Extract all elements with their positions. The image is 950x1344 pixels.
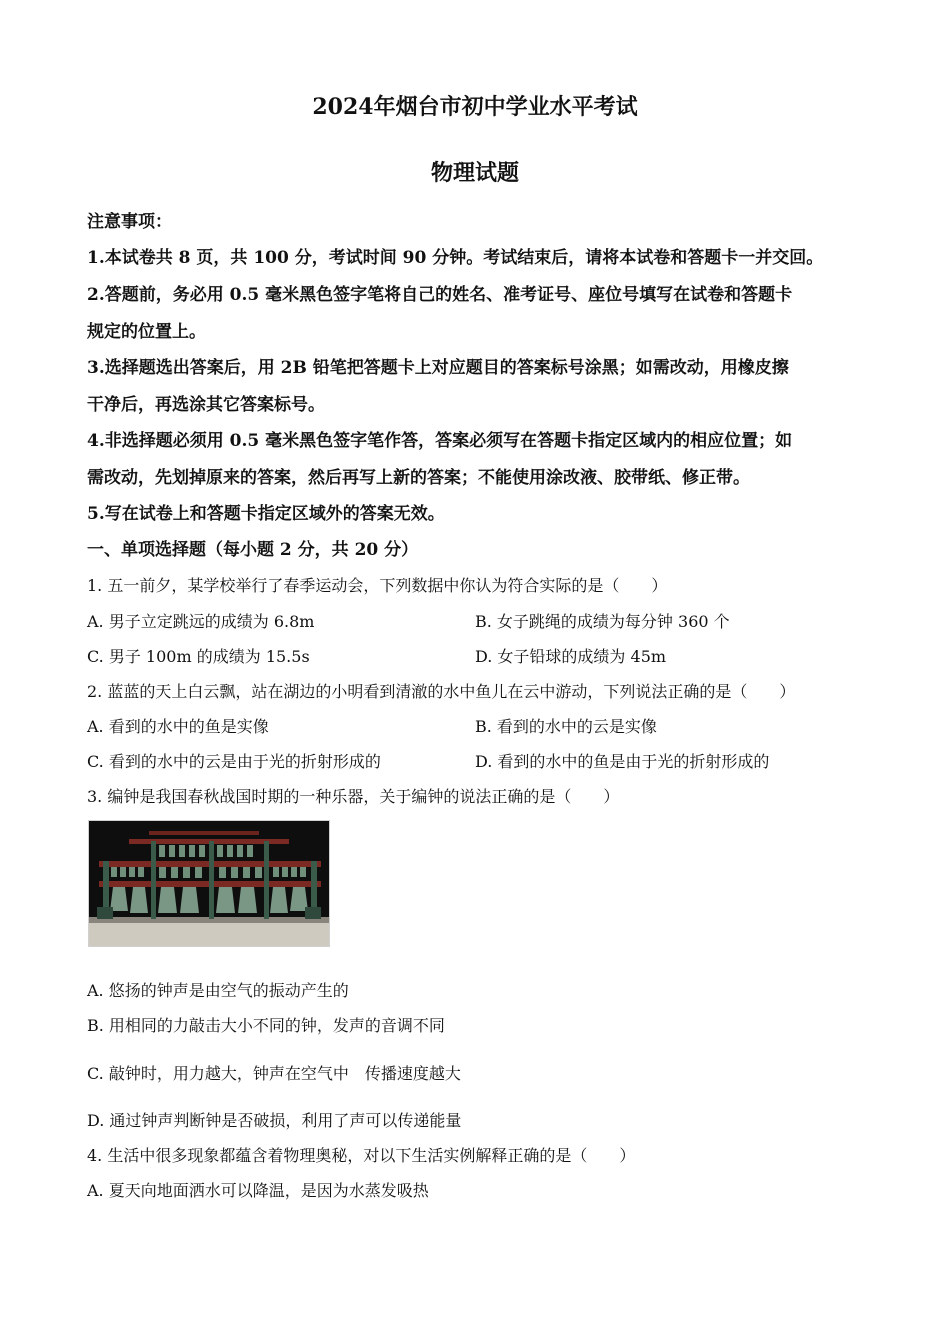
notice-item-4-line-2: 需改动，先划掉原来的答案，然后再写上新的答案；不能使用涂改液、胶带纸、修正带。 bbox=[87, 468, 750, 488]
question-1-option-a: A. 男子立定跳远的成绩为 6.8m bbox=[87, 612, 315, 631]
notice-item-3-line-2: 干净后，再选涂其它答案标号。 bbox=[87, 395, 325, 415]
question-3-option-b: B. 用相同的力敲击大小不同的钟，发声的音调不同 bbox=[87, 1016, 445, 1035]
section-heading: 一、单项选择题（每小题 2 分，共 20 分） bbox=[87, 540, 419, 560]
exam-subtitle: 物理试题 bbox=[430, 160, 519, 186]
question-1-option-d: D. 女子铅球的成绩为 45m bbox=[475, 647, 667, 666]
notice-item-2-line-2: 规定的位置上。 bbox=[87, 322, 206, 342]
question-1-option-c: C. 男子 100m 的成绩为 15.5s bbox=[87, 647, 310, 666]
notice-item-4-line-1: 4.非选择题必须用 0.5 毫米黑色签字笔作答，答案必须写在答题卡指定区域内的相应位置；如 bbox=[87, 431, 793, 451]
notice-heading: 注意事项： bbox=[87, 212, 172, 232]
notice-item-1: 1.本试卷共 8 页，共 100 分，考试时间 90 分钟。考试结束后，请将本试卷和答题卡一并交回。 bbox=[87, 248, 824, 268]
question-2-option-b: B. 看到的水中的云是实像 bbox=[475, 717, 657, 736]
question-3-stem: 3. 编钟是我国春秋战国时期的一种乐器，关于编钟的说法正确的是（ ） bbox=[87, 787, 620, 806]
question-1-option-b: B. 女子跳绳的成绩为每分钟 360 个 bbox=[475, 612, 730, 631]
question-1-stem: 1. 五一前夕，某学校举行了春季运动会，下列数据中你认为符合实际的是（ ） bbox=[87, 576, 668, 595]
notice-item-2-line-1: 2.答题前，务必用 0.5 毫米黑色签字笔将自己的姓名、准考证号、座位号填写在试卷和答题卡 bbox=[87, 285, 793, 305]
bianzhong-bells-photo bbox=[88, 820, 330, 947]
question-4-option-a: A. 夏天向地面洒水可以降温，是因为水蒸发吸热 bbox=[87, 1181, 429, 1200]
notice-item-3-line-1: 3.选择题选出答案后，用 2B 铅笔把答题卡上对应题目的答案标号涂黑；如需改动，用橡皮擦 bbox=[87, 358, 789, 378]
question-4-stem: 4. 生活中很多现象都蕴含着物理奥秘，对以下生活实例解释正确的是（ ） bbox=[87, 1146, 636, 1165]
question-3-option-a: A. 悠扬的钟声是由空气的振动产生的 bbox=[87, 981, 349, 1000]
question-2-stem: 2. 蓝蓝的天上白云飘，站在湖边的小明看到清澈的水中鱼儿在云中游动，下列说法正确的是（ ） bbox=[87, 682, 796, 701]
question-2-option-c: C. 看到的水中的云是由于光的折射形成的 bbox=[87, 752, 381, 771]
exam-title: 2024年烟台市初中学业水平考试 bbox=[312, 94, 638, 120]
question-2-option-d: D. 看到的水中的鱼是由于光的折射形成的 bbox=[475, 752, 770, 771]
notice-item-5: 5.写在试卷上和答题卡指定区域外的答案无效。 bbox=[87, 504, 445, 524]
bianzhong-illustration bbox=[89, 821, 329, 946]
question-3-option-d: D. 通过钟声判断钟是否破损，利用了声可以传递能量 bbox=[87, 1111, 462, 1130]
question-3-option-c: C. 敲钟时，用力越大，钟声在空气中 传播速度越大 bbox=[87, 1064, 461, 1083]
question-2-option-a: A. 看到的水中的鱼是实像 bbox=[87, 717, 269, 736]
